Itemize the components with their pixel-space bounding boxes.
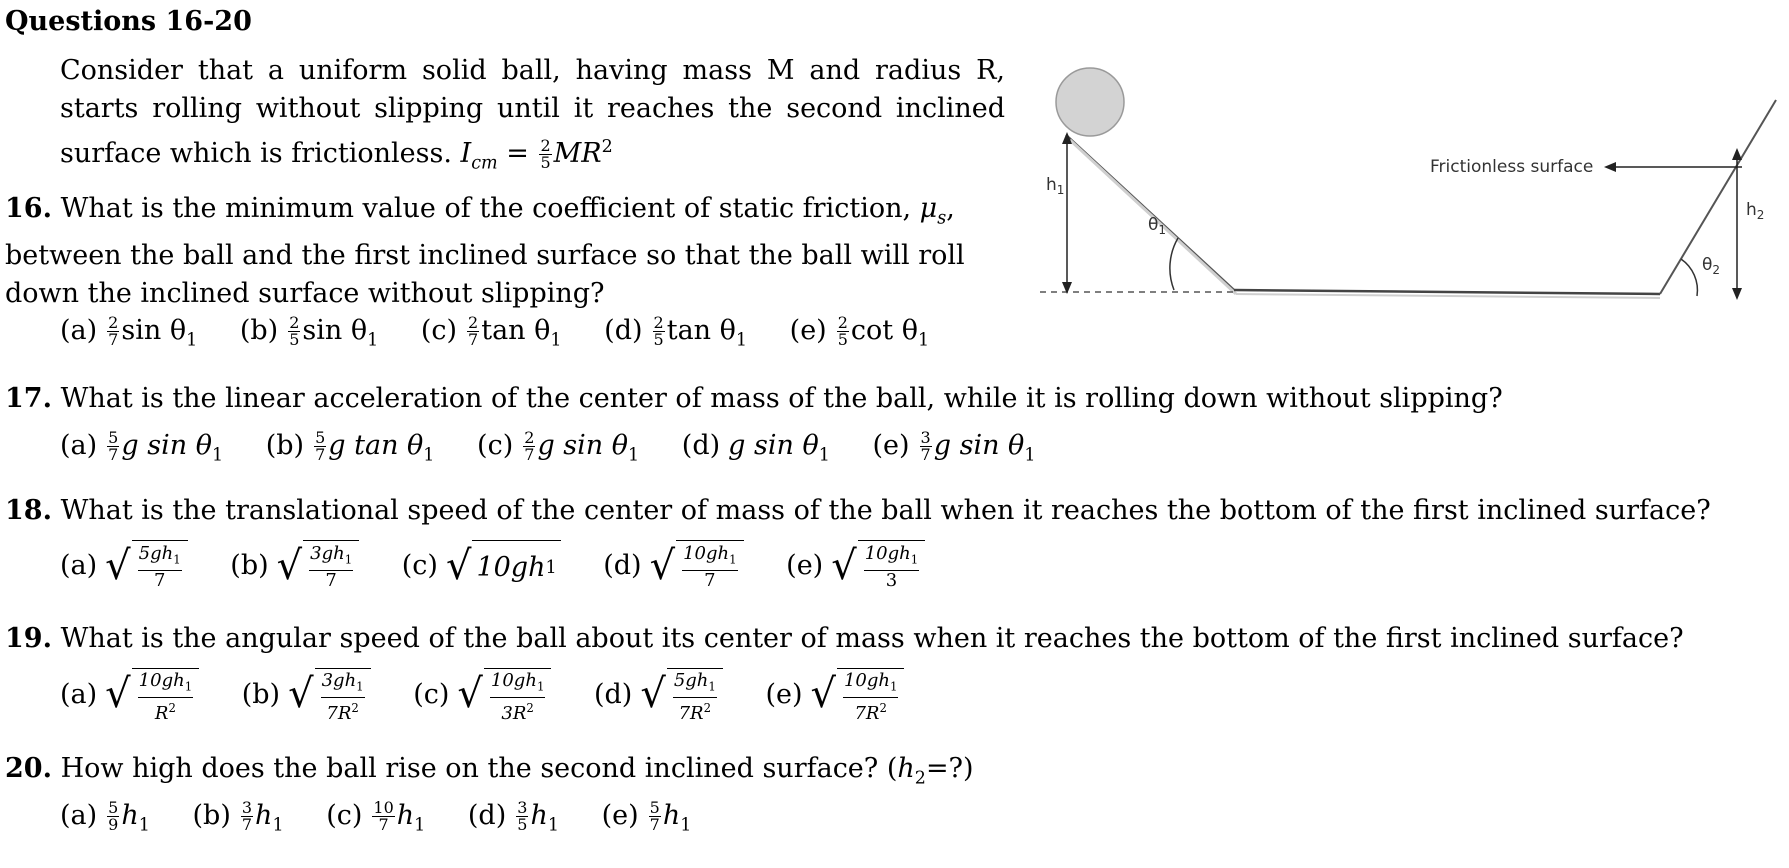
q17-option-d[interactable]: (d) g $\sin \theta_1$ <box>681 430 830 466</box>
question-number: 19. <box>5 623 52 654</box>
question-20: 20. How high does the ball rise on the second inclined surface? $(h_2=?)$ <box>5 753 974 789</box>
q17-option-a[interactable]: (a) $\frac{5}{7}$ g $\sin \theta_1$ <box>60 428 224 466</box>
q16-options <box>60 315 963 350</box>
q17-option-c[interactable]: (c) $\frac{2}{7}$ g $\sin \theta_1$ <box>477 428 640 466</box>
q19-option-b[interactable]: (b) √ $\frac{3gh_1}{7R^2}$ <box>242 668 371 724</box>
q20-option-a[interactable]: (a) $\frac{5}{9}$ $h_1$ <box>60 798 150 836</box>
theta2-arc <box>1681 259 1697 296</box>
q18-option-c[interactable]: (c) √ 10gh 1 <box>402 540 561 592</box>
question-17 <box>5 380 1765 418</box>
question-18 <box>5 492 1785 530</box>
q16-option-a[interactable]: (a) $\frac{2}{7}$ $\sin \theta_1$ <box>60 313 198 351</box>
q18-option-b[interactable]: (b) √ $\frac{3gh_1}{7}$ <box>230 540 359 592</box>
q18-option-d[interactable]: (d) √ $\frac{10gh_1}{7}$ <box>603 540 743 592</box>
solid-ball <box>1056 68 1124 136</box>
q19-option-c[interactable]: (c) √ $\frac{10gh_1}{3R^2}$ <box>413 668 551 724</box>
incline-diagram <box>1030 60 1785 305</box>
q17-option-e[interactable]: (e) $\frac{3}{7}$ g $\sin \theta_1$ <box>872 428 1036 466</box>
h1-label: $h_1$ <box>1046 175 1065 197</box>
q18-options <box>60 540 959 592</box>
q20-option-b[interactable]: (b) $\frac{3}{7}$ $h_1$ <box>192 798 284 836</box>
question-number: 17. <box>5 383 52 414</box>
q16-option-d[interactable]: (d) $\frac{2}{5}$ $\tan \theta_1$ <box>604 313 748 351</box>
q20-option-d[interactable]: (d) $\frac{3}{5}$ $h_1$ <box>467 798 559 836</box>
mu-symbol: $\mu_s$ <box>919 193 947 229</box>
question-text: What is the angular speed of the ball about its center of mass when it reaches the bottom of the first inclined surface? <box>60 623 1684 654</box>
theta1-label: $\theta_1$ <box>1148 215 1167 237</box>
theta1-arc <box>1170 238 1178 290</box>
q18-option-a[interactable]: (a) √ $\frac{5gh_1}{7}$ <box>60 540 188 592</box>
q16-option-c[interactable]: (c) $\frac{2}{7}$ $\tan \theta_1$ <box>420 313 562 351</box>
question-number: 16. <box>5 193 52 224</box>
q16-option-b[interactable]: (b) $\frac{2}{5}$ $\sin \theta_1$ <box>239 313 379 351</box>
frictionless-surface-arrow <box>1604 162 1742 172</box>
h2-label: $h_2$ <box>1746 200 1765 222</box>
intro-text: Consider that a uniform solid ball, having mass M and radius R, starts rolling without slipping until it reaches the second inclined surface which is frictionless. <box>60 55 1005 169</box>
q16-option-e[interactable]: (e) $\frac{2}{5}$ $\cot \theta_1$ <box>789 313 930 351</box>
q19-options <box>60 668 938 724</box>
h1-arrow <box>1062 132 1072 294</box>
q19-option-a[interactable]: (a) √ $\frac{10gh_1}{R^2}$ <box>60 668 199 724</box>
question-19 <box>5 620 1785 658</box>
frictionless-surface-label: Frictionless surface <box>1430 157 1594 177</box>
question-text-continued: , between the ball and the first inclined surface so that the ball will roll down the inclined surface without slipping? <box>5 193 965 310</box>
question-16 <box>5 190 1005 313</box>
question-text: What is the translational speed of the center of mass of the ball when it reaches the bottom of the first inclined surface? <box>60 495 1711 526</box>
question-number: 18. <box>5 495 52 526</box>
q17-options <box>60 430 1069 465</box>
q20-option-c[interactable]: (c) $\frac{10}{7}$ $h_1$ <box>326 798 426 836</box>
q19-option-e[interactable]: (e) √ $\frac{10gh_1}{7R^2}$ <box>765 668 904 724</box>
q20-option-e[interactable]: (e) $\frac{5}{7}$ $h_1$ <box>601 798 692 836</box>
q19-option-d[interactable]: (d) √ $\frac{5gh_1}{7R^2}$ <box>594 668 723 724</box>
intro-paragraph <box>60 52 1005 182</box>
inertia-formula: $I_{cm}$ = $\frac{2}{5}$ $MR^2$ <box>460 136 613 174</box>
theta2-label: $\theta_2$ <box>1702 255 1721 277</box>
question-text: What is the minimum value of the coefficient of static friction, <box>60 193 912 224</box>
section-heading: Questions 16-20 <box>5 6 252 37</box>
question-text: What is the linear acceleration of the center of mass of the ball, while it is rolling down without slipping? <box>60 383 1503 414</box>
floor <box>1234 290 1660 294</box>
q18-option-e[interactable]: (e) √ $\frac{10gh_1}{3}$ <box>786 540 925 592</box>
q20-options <box>60 800 725 835</box>
question-number: 20. <box>5 753 52 784</box>
q17-option-b[interactable]: (b) $\frac{5}{7}$ g $\tan \theta_1$ <box>265 428 435 466</box>
question-text: How high does the ball rise on the second inclined surface? ( <box>60 753 898 784</box>
